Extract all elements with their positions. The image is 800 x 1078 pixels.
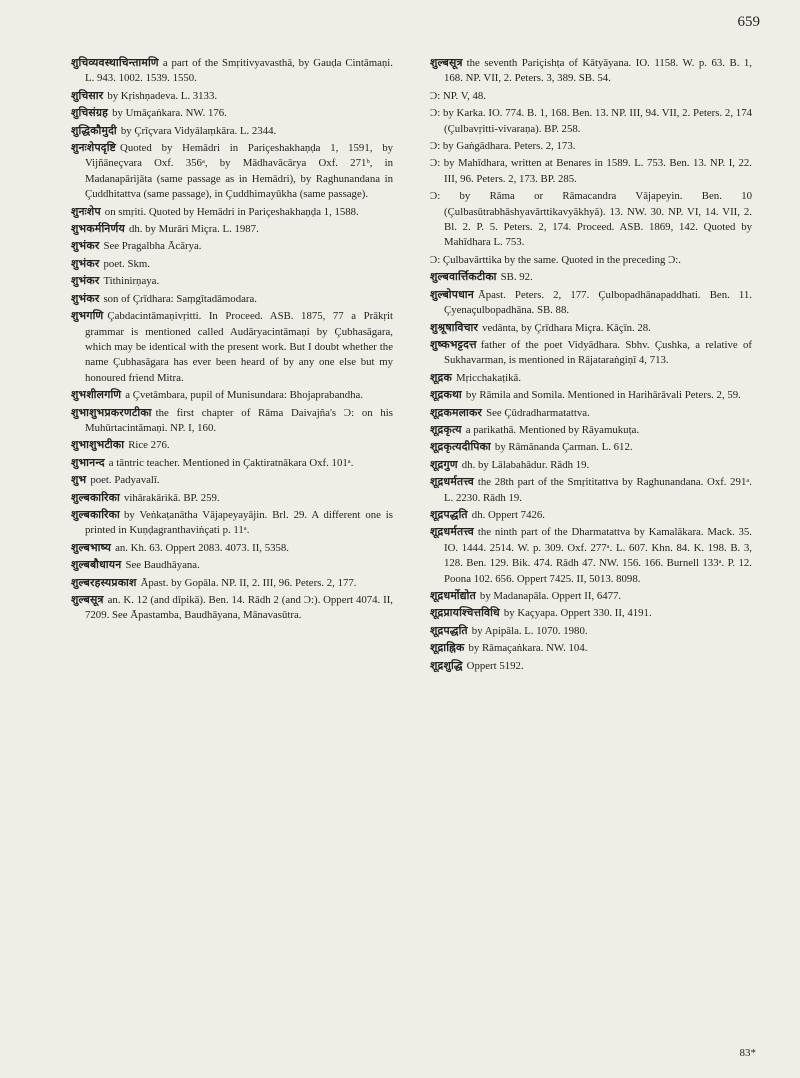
entry-text: Mṛicchakaṭikā.: [455, 371, 522, 384]
entry-headword: शूद्रपद्धति: [430, 508, 468, 521]
entry-text: Çabdacintāmaṇivṛitti. In Proceed. ASB. 1875, 77 a Prākṛit grammar is mentioned called Audāryacintāmaṇi by Çubhasāgara, which may be identical with the present work. But I doubt whether the name Çubhasāgara has ever been heard of by any one else but my honoured friend Mitra.: [85, 310, 393, 384]
catalogue-entry: [430, 475, 752, 506]
entry-text: Tithinirṇaya.: [103, 275, 160, 288]
entry-headword: शूद्रकथा: [430, 389, 462, 402]
entry-headword: शुभंकर: [71, 240, 100, 253]
entry-text: by Apipāla. L. 1070. 1980.: [471, 624, 588, 637]
catalogue-entry: [71, 309, 393, 386]
entry-text: by Rāmānanda Çarman. L. 612.: [494, 441, 633, 454]
entry-headword: शुभशीलगणि: [71, 389, 122, 402]
entry-headword: शुचिव्यवस्थाचिन्तामणि: [71, 57, 159, 69]
catalogue-entry: [430, 106, 752, 137]
entry-text: See Çūdradharmatattva.: [486, 406, 590, 419]
entry-headword: शुल्बबौधायन: [71, 559, 122, 572]
entry-text: a Çvetāmbara, pupil of Munisundara: Bhojaprabandha.: [125, 389, 364, 402]
entry-headword: शुनःशेप: [71, 205, 101, 218]
entry-text: Rice 276.: [128, 439, 170, 452]
entry-headword: शूद्रगुण: [430, 458, 458, 471]
entry-text: by Veṅkaṭanātha Vājapeyayājin. Brl. 29. A different one is printed in Kuṇḍagranthaviṅçati p. 11ᵃ.: [85, 508, 393, 537]
footer-signature-mark: 83*: [739, 1047, 756, 1059]
entry-headword: शूद्रपद्धति: [430, 624, 468, 637]
entry-text: an. Kh. 63. Oppert 2083. 4073. II, 5358.: [115, 541, 289, 554]
catalogue-entry: [430, 338, 752, 369]
entry-text: the first chapter of Rāma Daivajña's Ɔ: on his Muhūrtacintāmaṇi. NP. I, 160.: [85, 406, 393, 434]
entry-headword: शूद्रप्रायश्चित्तविधि: [430, 607, 500, 620]
catalogue-entry: [430, 321, 752, 336]
entry-text: the 28th part of the Smṛititattva by Raghunandana. Oxf. 291ᵃ. L. 2230. Rādh 19.: [444, 476, 752, 504]
entry-headword: शूद्रधर्मोद्योत: [430, 590, 476, 602]
entry-text: a tāntric teacher. Mentioned in Çaktiratnākara Oxf. 101ᵃ.: [108, 456, 354, 469]
catalogue-entry: [430, 458, 752, 473]
entry-headword: शुचिसंग्रह: [71, 107, 109, 120]
entry-headword: शुश्रूषाविचार: [430, 321, 479, 334]
catalogue-entry: [430, 56, 752, 87]
entry-headword: शुभंकर: [71, 275, 100, 288]
entry-headword: शुभंकर: [71, 257, 100, 270]
catalogue-entry: [71, 292, 393, 307]
entry-headword: शुल्बकारिका: [71, 508, 120, 521]
entry-text: Quoted by Hemādri in Pariçeshakhaṇḍa 1, 1591, by Vijñāneçvara Oxf. 356ᵃ, by Mādhavācārya Oxf. 271ᵇ, in Madanapārijāta (same passage as in Hemādri), by Raghunandana in Çuddhitattva (same passage), in Çuddhimayūkha (same passage).: [85, 142, 393, 201]
catalogue-entry: [430, 606, 752, 621]
entry-text: son of Çrīdhara: Saṃgītadāmodara.: [103, 292, 257, 305]
entry-text: See Baudhāyana.: [125, 559, 200, 572]
entry-headword: शूद्रशुद्धि: [430, 659, 463, 672]
catalogue-entry: [430, 388, 752, 403]
entry-headword: शुल्बकारिका: [71, 491, 120, 504]
catalogue-entry: [71, 456, 393, 471]
entry-text: by Kaçyapa. Oppert 330. II, 4191.: [503, 607, 652, 620]
entry-text: SB. 92.: [500, 271, 533, 284]
entry-text: dh. by Murāri Miçra. L. 1987.: [128, 223, 259, 236]
entry-headword: शुभाशुभप्रकरणटीका: [71, 406, 152, 419]
entry-text: See Pragalbha Ācārya.: [103, 240, 202, 253]
entry-text: by Rāmaçaṅkara. NW. 104.: [468, 642, 588, 655]
entry-headword: शूद्रकृत्यदीपिका: [430, 441, 491, 454]
entry-headword: शुभाशुभटीका: [71, 439, 125, 452]
entry-headword: शुभ: [71, 474, 87, 487]
entry-text: a parikathā. Mentioned by Rāyamukuṭa.: [465, 423, 640, 436]
catalogue-entry: [71, 257, 393, 272]
entry-text: by Kṛishṇadeva. L. 3133.: [107, 89, 218, 102]
catalogue-entry: [430, 659, 752, 674]
entry-text: dh. by Lālabahādur. Rādh 19.: [461, 458, 590, 471]
entry-headword: शुभगणि: [71, 310, 104, 323]
entry-headword: शूद्रकमलाकर: [430, 406, 483, 419]
entry-text: Ɔ: NP. V, 48.: [430, 89, 487, 102]
catalogue-entry: [71, 388, 393, 403]
catalogue-entry: [430, 589, 752, 604]
entry-text: vihārakārikā. BP. 259.: [123, 491, 220, 504]
catalogue-entry: [430, 253, 752, 268]
catalogue-entry: [71, 438, 393, 453]
page-number: 659: [737, 14, 760, 30]
entry-text: by Madanapāla. Oppert II, 6477.: [479, 590, 622, 602]
entry-text: dh. Oppert 7426.: [471, 508, 545, 521]
catalogue-entry: [71, 541, 393, 556]
entry-text: Ɔ: by Karka. IO. 774. B. 1, 168. Ben. 13. NP. III, 94. VII, 2. Peters. 2, 174 (Çulbavṛitti-vivaraṇa). BP. 258.: [430, 107, 752, 135]
catalogue-entry: [71, 473, 393, 488]
entry-headword: शुल्बभाष्य: [71, 541, 112, 554]
catalogue-entry: [71, 56, 393, 87]
catalogue-entry: [71, 558, 393, 573]
catalogue-entry: [71, 508, 393, 539]
entry-text: father of the poet Vidyādhara. Sbhv. Çushka, a relative of Sukhavarman, is mentioned in Rājataraṅgiṇī 4, 713.: [444, 338, 752, 367]
catalogue-entry: [71, 106, 393, 121]
entry-headword: शुल्बवार्त्तिकटीका: [430, 271, 497, 284]
entry-headword: शुभानन्द: [71, 456, 105, 469]
catalogue-entry: [430, 440, 752, 455]
entry-headword: शुल्बसूत्र: [71, 594, 104, 606]
entry-headword: शुल्बरहस्यप्रकाश: [71, 576, 137, 589]
entry-text: poet. Skm.: [103, 257, 150, 270]
catalogue-entry: [430, 525, 752, 587]
entry-text: Ɔ: by Rāma or Rāmacandra Vājapeyin. Ben. 10 (Çulbasūtrabhāshyavārttikavyākhyā). 13. NW. 30. NP. VI, 14. VII, 2. Bl. 2. P. 5. Peters. 2, 174. Proceed. ASB. 1869, 142. Quoted by Mahīdhara L. 753.: [430, 190, 752, 249]
entry-headword: शुद्धिकौमुदी: [71, 124, 117, 137]
entry-text: by Umāçaṅkara. NW. 176.: [112, 107, 227, 120]
catalogue-entry: [430, 406, 752, 421]
entry-text: on smṛiti. Quoted by Hemādri in Pariçeshakhaṇḍa 1, 1588.: [104, 205, 359, 218]
catalogue-entry: [71, 205, 393, 220]
entry-text: an. K. 12 (and dīpikā). Ben. 14. Rādh 2 (and Ɔ:). Oppert 4074. II, 7209. See Āpastamba, Baudhāyana, Mānavasūtra.: [85, 594, 393, 622]
entry-headword: शूद्रधर्मतत्त्व: [430, 476, 474, 489]
entry-text: vedānta, by Çrīdhara Miçra. Kāçīn. 28.: [482, 321, 651, 334]
entry-headword: शूद्राह्निक: [430, 642, 465, 655]
entry-text: the ninth part of the Dharmatattva by Kamalākara. Mack. 35. IO. 1444. 2514. W. p. 309. Oxf. 277ᵃ. L. 607. Khn. 84. K. 198. B. 3, 128. Ben. 129. Bik. 474. Rādh 47. NW. 156. 166. Burnell 133ᵃ. P. 12. Poona 102. 656. Oppert 7425. II, 5013. 8098.: [444, 526, 752, 585]
catalogue-entry: [430, 508, 752, 523]
catalogue-entry: [430, 641, 752, 656]
catalogue-entry: [430, 89, 752, 104]
entry-headword: शुल्बसूत्र: [430, 57, 463, 69]
catalogue-entry: [71, 576, 393, 591]
left-column: [71, 56, 393, 626]
catalogue-entry: [430, 139, 752, 154]
catalogue-entry: [71, 274, 393, 289]
entry-text: Ɔ: Çulbavārttika by the same. Quoted in the preceding Ɔ:.: [430, 253, 681, 266]
catalogue-entry: [71, 406, 393, 437]
catalogue-entry: [71, 222, 393, 237]
catalogue-entry: [430, 270, 752, 285]
catalogue-entry: [430, 624, 752, 639]
entry-text: the seventh Pariçishṭa of Kātyāyana. IO. 1158. W. p. 63. B. 1, 168. NP. VII, 2. Peters. 3, 389. SB. 54.: [444, 57, 752, 85]
entry-headword: शुभकर्मनिर्णय: [71, 223, 125, 236]
entry-headword: शुल्बोपधान: [430, 288, 474, 301]
entry-text: poet. Padyavalī.: [90, 474, 160, 487]
catalogue-entry: [430, 156, 752, 187]
catalogue-entry: [430, 288, 752, 319]
entry-headword: शूद्रक: [430, 371, 452, 384]
entry-text: by Çrīçvara Vidyālaṃkāra. L. 2344.: [120, 124, 277, 137]
catalogue-entry: [430, 189, 752, 251]
entry-headword: शुचिसार: [71, 89, 104, 102]
entry-headword: शुनःशेपदृष्टि: [71, 142, 117, 155]
entry-text: by Rāmila and Somila. Mentioned in Harihārāvali Peters. 2, 59.: [465, 389, 741, 402]
catalogue-entry: [71, 124, 393, 139]
entry-text: Ɔ: by Gaṅgādhara. Peters. 2, 173.: [430, 140, 576, 153]
entry-text: a part of the Smṛitivyavasthā, by Gauḍa Cintāmaṇi. L. 943. 1002. 1539. 1550.: [85, 57, 393, 85]
catalogue-entry: [71, 239, 393, 254]
entry-text: Ɔ: by Mahīdhara, written at Benares in 1589. L. 753. Ben. 13. NP. I, 22. III, 96. Peters. 2, 173. BP. 285.: [430, 157, 752, 185]
catalogue-entry: [430, 371, 752, 386]
entry-headword: शूद्रधर्मतत्त्व: [430, 526, 474, 539]
catalogue-entry: [430, 423, 752, 438]
right-column: [430, 56, 752, 676]
entry-text: Āpast. by Gopāla. NP. II, 2. III, 96. Peters. 2, 177.: [140, 576, 357, 589]
catalogue-entry: [71, 491, 393, 506]
catalogue-entry: [71, 141, 393, 203]
entry-headword: शुभंकर: [71, 292, 100, 305]
entry-text: Āpast. Peters. 2, 177. Çulbopadhānapaddhati. Ben. 11. Çyenaçulbopadhāna. SB. 88.: [444, 288, 752, 317]
catalogue-entry: [71, 593, 393, 624]
catalogue-entry: [71, 89, 393, 104]
entry-headword: शूद्रकृत्य: [430, 423, 462, 436]
entry-headword: शुष्कभट्टदत्त: [430, 338, 477, 351]
entry-text: Oppert 5192.: [466, 659, 524, 672]
